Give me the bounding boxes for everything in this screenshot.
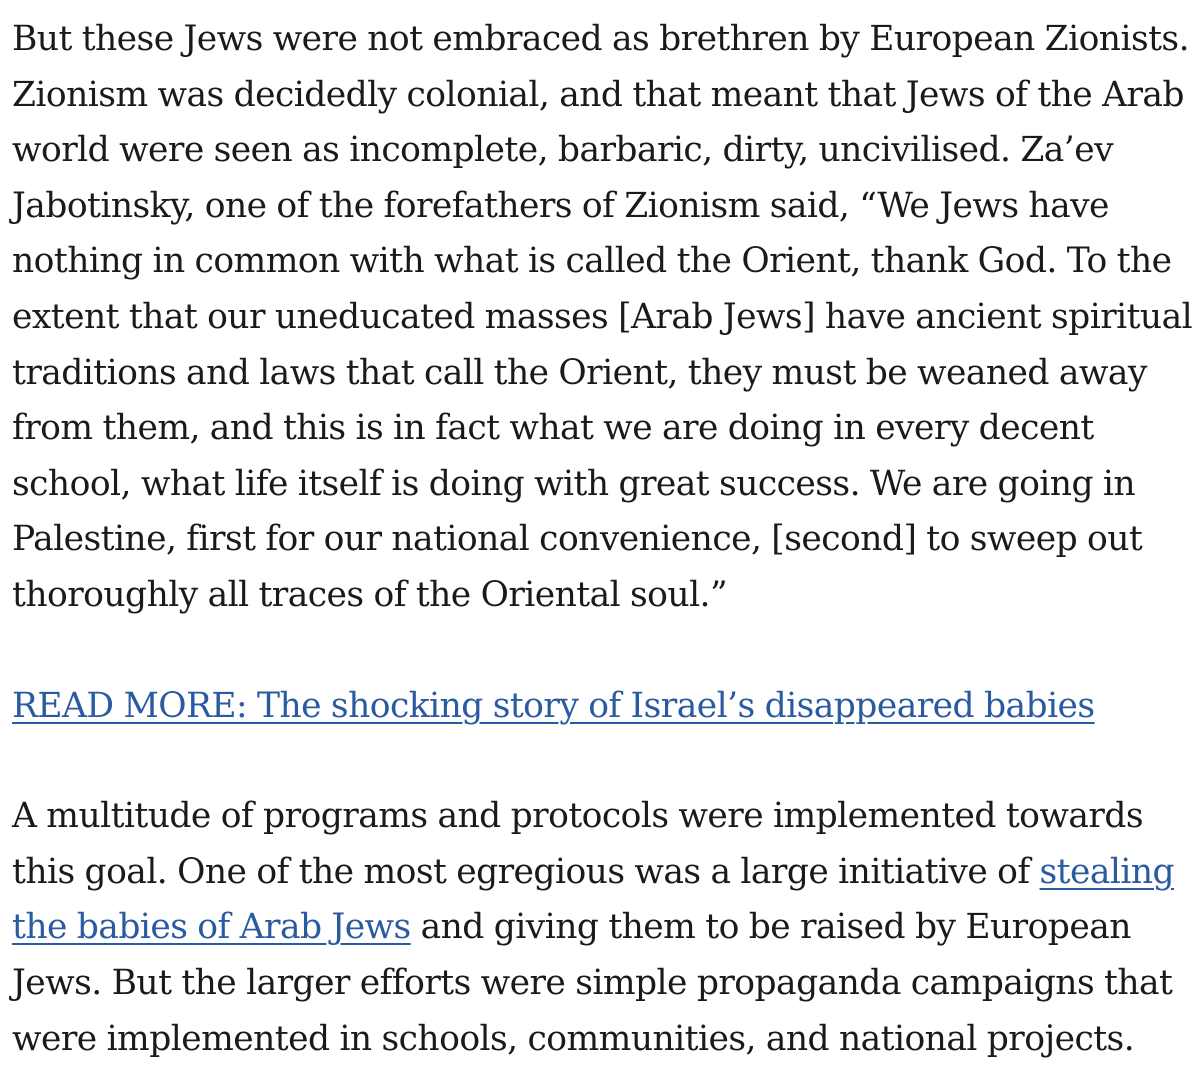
read-more-container: [12, 679, 1192, 735]
article-body: [12, 12, 1192, 1067]
paragraph-text-start: A multitude of programs and protocols were implemented towards this goal. One of the most egregious was a large initiative of: [12, 796, 1144, 892]
paragraph-text-end: and giving them to be raised by European Jews. But the larger efforts were simple propaganda campaigns that were implemented in schools, communities, and national projects.: [12, 907, 1173, 1059]
stealing-babies-link[interactable]: stealing the babies of Arab Jews: [12, 851, 1175, 948]
read-more-link[interactable]: READ MORE: The shocking story of Israel’s disappeared babies: [12, 685, 1095, 726]
article-paragraph: But these Jews were not embraced as brethren by European Zionists. Zionism was decidedly colonial, and that meant that Jews of the Arab world were seen as incomplete, barbaric, dirty, uncivilised. Za’ev Jabotinsky, one of the forefathers of Zionism said, “We Jews have nothing in common with what is called the Orient, thank God. To the extent that our uneducated masses [Arab Jews] have ancient spiritual traditions and laws that call the Orient, they must be weaned away from them, and this is in fact what we are doing in every decent school, what life itself is doing with great success. We are going in Palestine, first for our national convenience, [second] to sweep out thoroughly all traces of the Oriental soul.”: [12, 19, 1193, 615]
article-paragraph-2: [12, 789, 1192, 1067]
